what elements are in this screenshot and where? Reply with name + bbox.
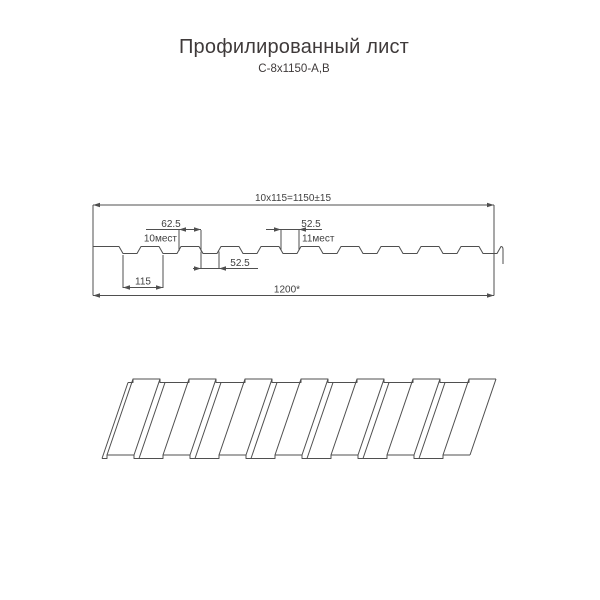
dim-pitch-label: 115	[135, 276, 151, 288]
profiled-sheet-3d-view	[102, 379, 496, 459]
dim-rib-places-label: 10мест	[143, 233, 177, 245]
dim-rib-width-label: 62.5	[161, 219, 181, 230]
profile-cross-section-diagram	[93, 205, 503, 296]
dim-flute-places-label: 11мест	[302, 233, 335, 245]
dim-lower-flute-width-label: 52.5	[230, 258, 250, 269]
dim-useful-width-label: 10x115=1150±15	[254, 193, 332, 204]
product-code-subtitle: С-8х1150-А,В	[258, 63, 330, 75]
dim-overall-width-label: 1200*	[273, 284, 301, 296]
page-title: Профилированный лист	[178, 36, 410, 58]
dim-flute-width-label: 52.5	[301, 219, 321, 230]
